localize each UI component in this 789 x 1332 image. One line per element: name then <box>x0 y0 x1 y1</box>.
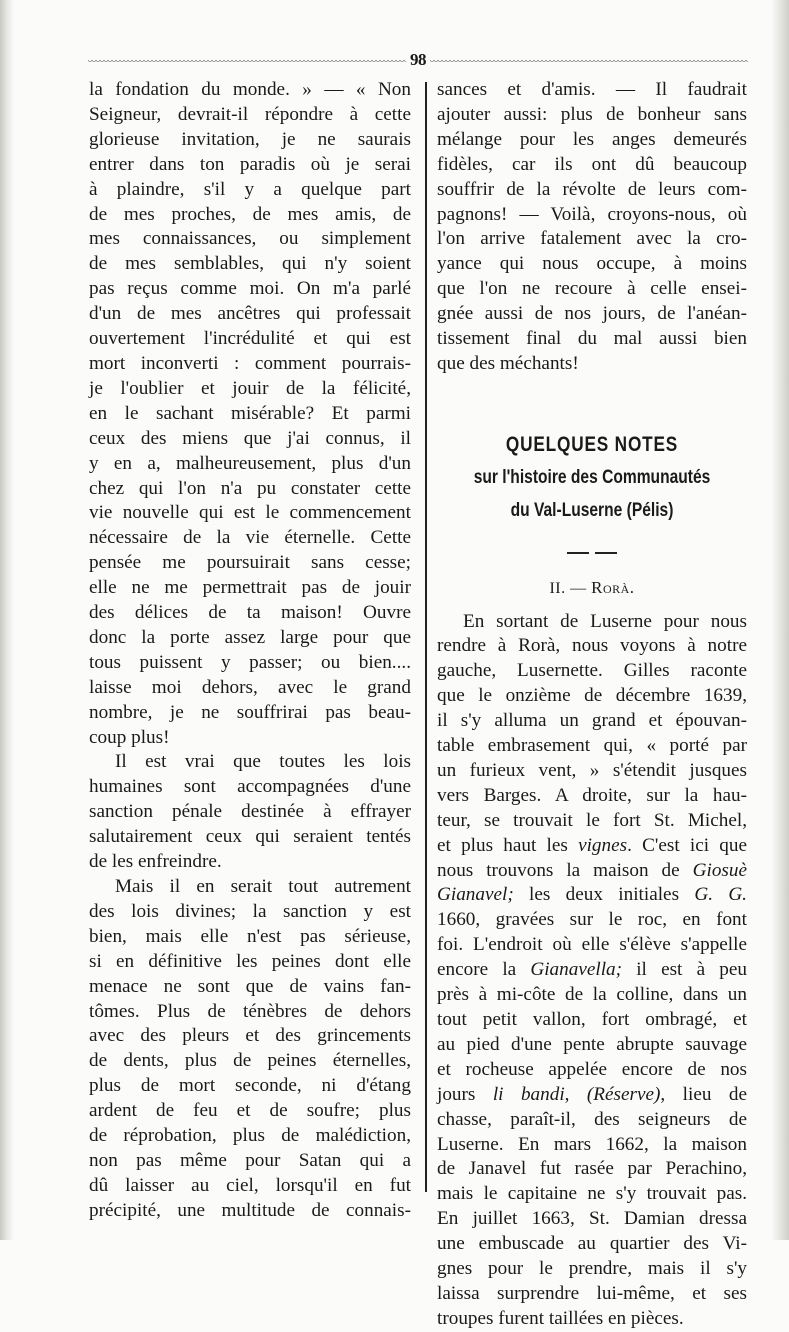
text-run: En juillet 1663, St. Damian dressa <box>437 1208 747 1230</box>
text-line: fidèles, car ils ont dû beaucoup <box>437 153 747 175</box>
text-line <box>437 1307 747 1332</box>
text-line: je l'oublier et jouir de la félicité, <box>89 377 411 399</box>
text-line <box>437 1182 747 1207</box>
text-line: pensée me poursuirait sans cesse; <box>89 552 411 574</box>
text-line: ardent de feu et de soufre; plus <box>89 1100 411 1122</box>
text-run: Luserne. En mars 1662, la maison <box>437 1133 747 1155</box>
text-line: tissement final du mal aussi bien <box>437 328 747 350</box>
text-run: table embrasement qui, « porté par <box>437 735 747 757</box>
wavy-rule-left <box>88 60 406 64</box>
text-line <box>437 784 747 809</box>
paragraph-continuation <box>89 78 411 750</box>
page-header <box>88 50 748 70</box>
text-run: teur, se trouvait le fort St. Michel, <box>437 809 747 831</box>
text-run: chasse, paraît-il, des seigneurs de <box>437 1108 747 1130</box>
text-line <box>437 983 747 1008</box>
text-line <box>437 933 747 958</box>
text-run: les deux initiales <box>513 884 695 906</box>
text-line: non pas même pour Satan qui a <box>89 1149 411 1171</box>
text-line: glorieuse invitation, je ne saurais <box>89 128 411 150</box>
text-line <box>437 809 747 834</box>
text-line: mort inconverti : comment pourrais- <box>89 352 411 374</box>
text-line: de les enfreindre. <box>89 851 222 873</box>
text-line: de réprobation, plus de malédiction, <box>89 1125 411 1147</box>
text-line: Il est vrai que toutes les lois <box>115 751 411 773</box>
wavy-rule-right <box>430 60 748 64</box>
text-line: avec des pleurs et des grincements <box>89 1025 411 1047</box>
article-subtitle: sur l'histoire des Communautés <box>473 466 711 488</box>
paragraph-divine-laws <box>89 875 411 1224</box>
text-line: laisse moi dehors, avec le grand <box>89 676 411 698</box>
text-run: , lieu de <box>660 1083 747 1105</box>
text-line <box>437 1108 747 1133</box>
text-run: gnes pour le prendre, mais il s'y <box>437 1258 747 1280</box>
text-line: des lois divines; la sanction y est <box>89 900 411 922</box>
text-line: de dents, plus de peines éternelles, <box>89 1050 411 1072</box>
text-line: bien, mais elle n'est pas sérieuse, <box>89 925 411 947</box>
text-line <box>437 908 747 933</box>
text-line: sances et d'amis. — Il faudrait <box>437 79 747 100</box>
text-line <box>437 1033 747 1058</box>
text-line <box>437 684 747 709</box>
text-line: entrer dans ton paradis où je serai <box>89 153 411 175</box>
text-run: une embuscade au quartier des Vi- <box>437 1233 747 1255</box>
page-number: 98 <box>410 50 426 69</box>
text-line <box>437 1133 747 1158</box>
text-run: un furieux vent, » s'étendit jusques <box>437 759 747 781</box>
text-line: donc la porte assez large pour que <box>89 626 411 648</box>
text-line: que l'on ne recoure à celle ensei- <box>437 278 747 300</box>
text-run: il est à peu <box>622 959 747 981</box>
text-line: d'un de mes ancêtres qui professait <box>89 303 411 325</box>
text-line <box>437 1058 747 1083</box>
text-line <box>437 1008 747 1033</box>
text-line: plus de mort seconde, ni d'étang <box>89 1075 411 1097</box>
text-line: elle ne me permettrait pas de jouir <box>89 577 411 599</box>
italic-text: (Réserve) <box>586 1083 661 1105</box>
text-run: nous trouvons la maison de <box>437 859 693 881</box>
text-run: près à mi-côte de la colline, dans un <box>437 984 747 1006</box>
text-line: pagnons! — Voilà, croyons-nous, où <box>437 203 747 225</box>
text-line <box>437 883 747 908</box>
text-line: de mes proches, de mes amis, de <box>89 203 411 225</box>
text-line: dû laisser au ciel, lorsqu'il en fut <box>89 1174 411 1196</box>
paragraph-continuation-right <box>437 78 747 377</box>
text-run: et plus haut les <box>437 834 579 856</box>
text-line <box>437 1207 747 1232</box>
text-run: . C'est ici que <box>627 834 747 856</box>
text-run: , <box>564 1083 587 1105</box>
text-line: tômes. Plus de ténèbres de dehors <box>89 1000 411 1022</box>
text-run: il s'y alluma un grand et épouvan- <box>437 710 747 732</box>
text-run: au pied d'une pente abrupte sauvage <box>437 1033 747 1055</box>
text-run: rendre à Rorà, nous voyons à notre <box>437 635 747 657</box>
paragraph-human-laws <box>89 750 411 875</box>
text-line: la fondation du monde. » — « Non <box>89 79 411 100</box>
text-run: gauche, Lusernette. Gilles raconte <box>437 660 747 682</box>
italic-text: li bandi <box>492 1083 565 1105</box>
text-line: tous puissent y passer; ou bien.... <box>89 651 411 673</box>
italic-text: Giosuè <box>692 859 747 881</box>
text-line: Mais il en serait tout autrement <box>115 876 411 897</box>
text-line: yance qui nous occupe, à moins <box>437 253 747 275</box>
text-run: jours <box>437 1083 493 1105</box>
separator-dashes <box>437 552 747 554</box>
section-title <box>437 576 747 602</box>
text-run: et rocheuse appelée encore de nos <box>437 1058 747 1080</box>
text-line <box>437 1257 747 1282</box>
text-line <box>437 734 747 759</box>
text-run: En sortant de Luserne pour nous <box>463 610 747 632</box>
text-line: ceux des miens que j'ai connus, il <box>89 427 411 449</box>
text-line: gnée aussi de nos jours, de l'anéan- <box>437 303 747 325</box>
text-line <box>437 634 747 659</box>
text-line: que des méchants! <box>437 352 579 374</box>
italic-text: Gianavel; <box>437 884 514 906</box>
text-run: laissa surprendre lui-même, et ses <box>437 1282 747 1304</box>
text-line <box>437 659 747 684</box>
text-line: de mes semblables, qui n'y soient <box>89 253 411 275</box>
text-line <box>437 1083 747 1108</box>
text-line: souffrir de la révolte de leurs com- <box>437 178 747 200</box>
text-line: précipité, une multitude de connais- <box>89 1199 411 1221</box>
text-line: ajouter aussi: plus de bonheur sans <box>437 103 747 125</box>
right-column <box>437 78 747 1332</box>
text-line: menace ne sont que de vains fan- <box>89 975 411 997</box>
text-run: que le onzième de décembre 1639, <box>437 685 747 707</box>
text-line <box>437 610 747 635</box>
section-number: II. — <box>549 579 587 597</box>
text-line: nécessaire de la vie éternelle. Cette <box>89 527 411 549</box>
text-line: en le sachant misérable? Et parmi <box>89 402 411 424</box>
text-line: vie nouvelle qui est le commencement <box>89 502 411 524</box>
scan-edge-left <box>0 0 14 1240</box>
text-line <box>437 709 747 734</box>
text-line: à plaindre, s'il y a quelque part <box>89 178 411 200</box>
text-line: humaines sont accompagnées d'une <box>89 776 411 798</box>
text-line: si en définitive les peines dont elle <box>89 950 411 972</box>
text-line: des délices de ta maison! Ouvre <box>89 602 411 624</box>
text-run: mais le capitaine ne s'y trouvait pas. <box>437 1183 747 1205</box>
text-line: sanction pénale destinée à effrayer <box>89 801 411 823</box>
text-line: pas reçus comme moi. On m'a parlé <box>89 278 411 300</box>
text-line <box>437 1282 747 1307</box>
text-line <box>437 759 747 784</box>
text-line <box>437 859 747 884</box>
text-run: tout petit vallon, fort ombragé, et <box>437 1009 747 1030</box>
italic-text: G. G. <box>694 884 747 906</box>
text-line <box>437 1232 747 1257</box>
text-line: mélange pour les anges demeurés <box>437 128 747 150</box>
article-subtitle-2: du Val-Luserne (Pélis) <box>510 499 674 521</box>
article-title: QUELQUES NOTES <box>505 432 679 456</box>
text-line <box>437 1157 747 1182</box>
section-name: Rorà. <box>591 577 635 597</box>
text-line: ouvertement l'incrédulité et qui est <box>89 328 411 350</box>
text-line: mes connaissances, ou simplement <box>89 228 411 250</box>
italic-text: Gianavella; <box>530 959 623 981</box>
text-run: troupes furent taillées en pièces. <box>437 1307 684 1329</box>
text-line <box>437 834 747 859</box>
text-line: y en a, malheureusement, plus d'un <box>89 452 411 474</box>
text-line: chez qui l'on n'a pu constater cette <box>89 477 411 499</box>
text-line: Seigneur, devrait-il répondre à cette <box>89 103 411 125</box>
text-run: encore la <box>437 959 531 981</box>
text-run: de Janavel fut rasée par Perachino, <box>437 1158 747 1180</box>
text-run: 1660, gravées sur le roc, en font <box>437 909 747 931</box>
italic-text: vignes <box>578 834 628 856</box>
text-line: salutairement ceux qui seraient tentés <box>89 826 411 848</box>
article-body <box>437 610 747 1332</box>
left-column <box>89 78 411 1224</box>
text-line <box>437 958 747 983</box>
text-run: vers Barges. A droite, sur la hau- <box>437 784 747 806</box>
scan-edge-right <box>771 0 789 1240</box>
text-line: coup plus! <box>89 726 170 748</box>
text-line: nombre, je ne souffrirai pas beau- <box>89 701 411 723</box>
text-run: foi. L'endroit où elle s'élève s'appelle <box>437 934 747 956</box>
column-divider <box>425 82 427 1192</box>
text-line: l'on arrive fatalement avec la cro- <box>437 228 747 250</box>
